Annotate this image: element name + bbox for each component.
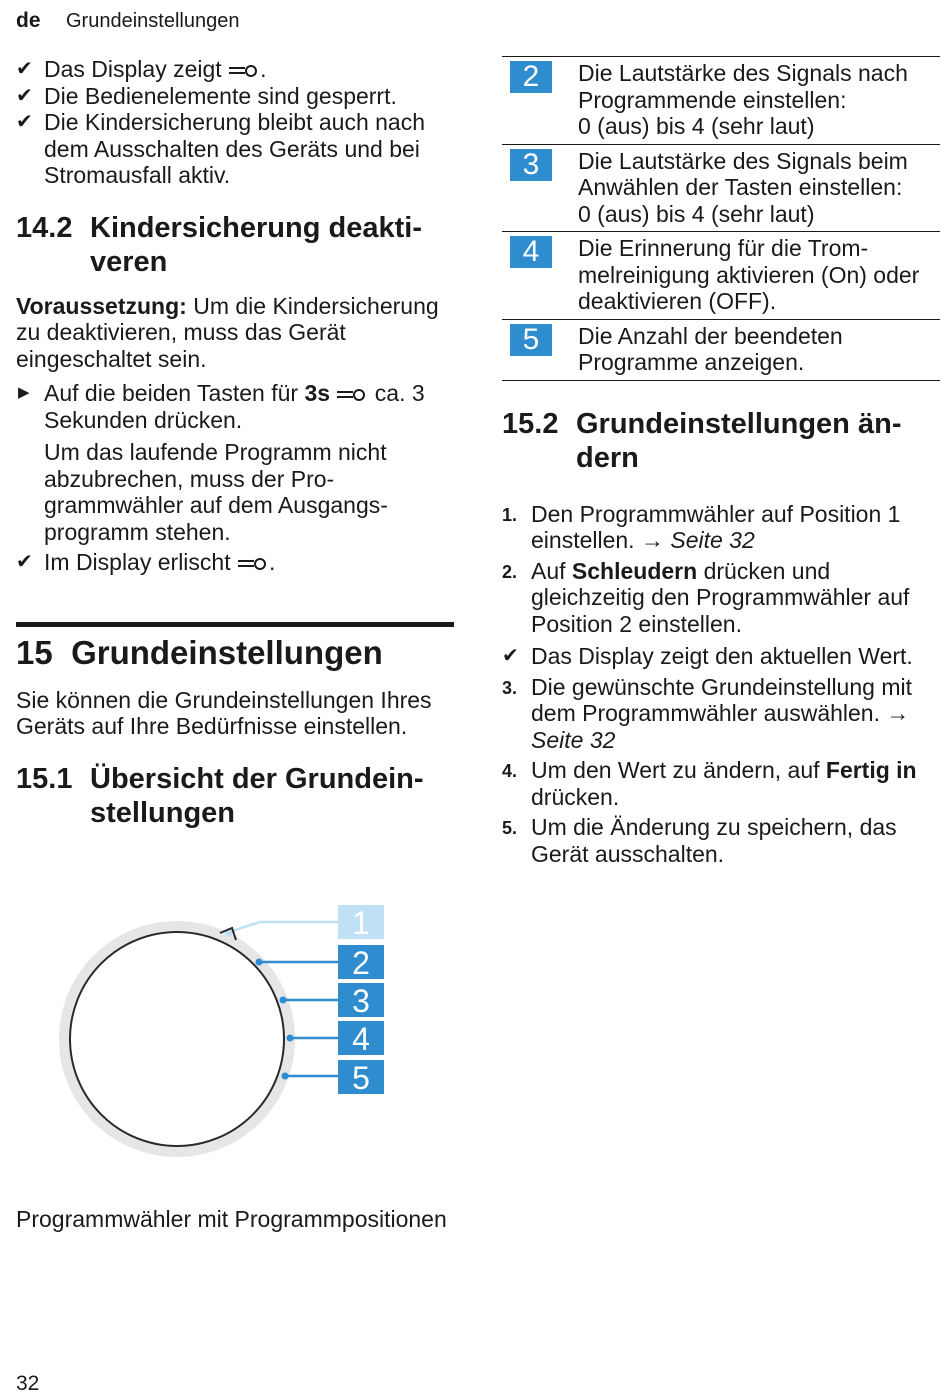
figure-caption: Programmwähler mit Programmpositionen [16,1206,447,1232]
table-row [502,144,940,232]
list-item: 4. Um den Wert zu ändern, auf Fertig in drücken. [502,757,917,810]
check-icon: ✔ [16,111,33,133]
legend-range: 0 (aus) bis 4 (sehr laut) [578,113,815,139]
leader-line-1 [229,922,338,932]
legend-text: Die Anzahl der beendeten Programme anzeigen. [578,322,843,375]
list-item: 1. Den Programmwähler auf Position 1 einstellen. → Seite 32 [502,500,901,553]
list-item: 5. Um die Änderung zu speichern, das Gerät ausschalten. [502,814,897,867]
check-icon: ✔ [16,551,33,573]
page-number: 32 [16,1372,40,1395]
section-heading-14-2: 14.2 Kindersicherung deaktiveren [16,211,422,278]
key-lock-icon [237,556,269,572]
result-item: ✔ Das Display zeigt . [16,56,267,82]
legend-text: Die Lautstärke des Signals nach Programmende einstellen: [578,60,908,113]
settings-legend-table [502,56,940,381]
result-item: ✔ Die Bedienelemente sind gesperrt. [16,82,397,109]
dial-knob [70,932,284,1146]
section-heading-15-2: 15.2 Grundeinstellungen ändern [502,407,902,474]
procedure-steps [502,501,940,868]
header-title: Grundeinstellungen [66,10,240,32]
position-label-1: 1 [352,905,370,941]
right-column [502,56,940,867]
chapter-heading-15: 15 Grundeinstellungen [16,633,383,671]
position-marker-3 [280,997,287,1004]
legend-range: 0 (aus) bis 4 (sehr laut) [578,200,815,227]
page-reference[interactable]: Seite 32 [531,726,616,753]
legend-text: Die Erinnerung für die Trommelreinigung aktivieren (On) oder deaktivieren (OFF). [578,235,920,314]
position-marker-4 [287,1035,294,1042]
position-label-5: 5 [352,1060,370,1096]
chapter-rule [16,622,454,627]
left-column [16,56,454,830]
position-label-4: 4 [352,1021,370,1057]
prerequisite: Voraussetzung: Um die Kindersicherung zu deaktivieren, muss das Gerät eingeschaltet sein. [16,292,439,372]
action-step: ▶ Auf die beiden Tasten für 3s ca. 3 Sekunden drücken. [18,380,425,433]
header-language: de [16,9,41,32]
check-icon: ✔ [16,58,33,80]
list-item: 2. Auf Schleudern drücken und gleichzeitig den Programmwähler auf Position 2 einstellen. [502,557,910,637]
legend-number-badge: 2 [510,61,552,93]
table-row [502,232,940,320]
program-selector-diagram [40,890,420,1170]
table-row [502,319,940,380]
key-lock-icon [228,63,260,79]
section-heading-15-1: 15.1 Übersicht der Grundeinstellungen [16,762,424,829]
legend-number-badge: 4 [510,236,552,268]
check-icon: ✔ [16,84,33,107]
legend-text: Die Lautstärke des Signals beim Anwählen der Tasten einstellen: [578,147,908,200]
key-lock-icon [336,387,368,403]
chapter-intro: Sie können die Grundeinstellungen Ihres Geräts auf Ihre Bedürfnisse einstellen. [16,686,432,739]
legend-number-badge: 3 [510,149,552,181]
check-icon: ✔ [502,645,519,667]
action-note: Um das laufende Programm nicht abzubrechen, muss der Programmwähler auf dem Ausgangsprogramm stehen. [44,439,388,545]
result-item: ✔ Im Display erlischt . [16,549,276,575]
action-triangle-icon: ▶ [18,384,30,401]
list-item: 3. Die gewünschte Grundeinstellung mit dem Programmwähler auswählen. → Seite 32 [502,673,912,753]
result-item: ✔ Die Kindersicherung bleibt auch nach dem Ausschalten des Geräts und bei Stromausfall aktiv. [16,109,426,188]
page-reference[interactable]: Seite 32 [670,527,755,553]
position-marker-5 [282,1073,289,1080]
position-label-3: 3 [352,983,370,1019]
position-marker-2 [256,959,263,966]
legend-number-badge: 5 [510,324,552,356]
position-label-2: 2 [352,945,370,981]
table-row [502,57,940,145]
result-item: ✔ Das Display zeigt den aktuellen Wert. [502,643,913,669]
